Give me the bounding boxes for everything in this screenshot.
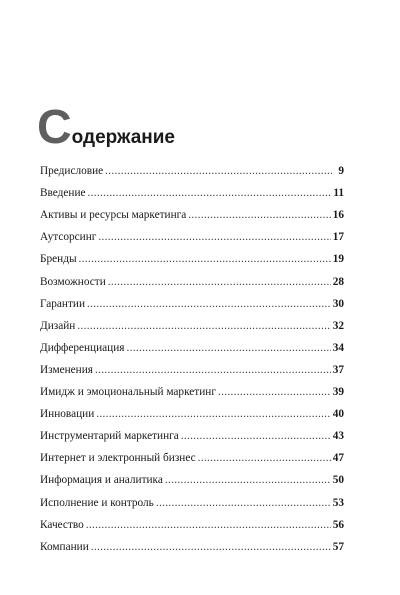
toc-entry[interactable] <box>40 274 344 290</box>
toc-entry[interactable] <box>40 428 344 444</box>
dot-leader <box>98 229 330 245</box>
dot-leader <box>87 296 331 312</box>
toc-entry-title: Интернет и электронный бизнес <box>40 452 196 465</box>
toc-entry-page-number: 39 <box>332 386 344 398</box>
toc-entry-page-number: 19 <box>332 253 344 266</box>
dot-leader <box>86 517 331 533</box>
toc-entry-title: Инструментарий маркетинга <box>40 430 179 443</box>
toc-entry-page-number: 57 <box>332 540 344 553</box>
dot-leader <box>156 495 331 511</box>
toc-entry-page-number: 16 <box>332 209 344 222</box>
toc-entry[interactable] <box>40 340 344 356</box>
toc-entry-title: Бренды <box>40 253 77 266</box>
dot-leader <box>91 539 331 555</box>
toc-entry-title: Возможности <box>40 275 106 288</box>
toc-entry[interactable] <box>40 207 344 223</box>
toc-entry[interactable] <box>40 495 344 511</box>
toc-entry-title: Дифференциация <box>40 341 125 354</box>
toc-entry-page-number: 50 <box>332 474 344 487</box>
toc-entry-title: Активы и ресурсы маркетинга <box>40 209 187 222</box>
dot-leader <box>105 163 332 179</box>
toc-entry[interactable] <box>40 472 344 488</box>
dot-leader <box>77 318 330 334</box>
toc-entry-page-number: 40 <box>332 408 344 421</box>
toc-entry-title: Введение <box>40 187 86 200</box>
dot-leader <box>218 384 331 400</box>
toc-entry[interactable] <box>40 450 344 466</box>
toc-entry-title: Компании <box>40 540 89 553</box>
toc-entry-page-number: 34 <box>332 341 344 354</box>
toc-entry[interactable] <box>40 406 344 422</box>
dot-leader <box>198 450 331 466</box>
toc-entry[interactable] <box>40 251 344 267</box>
toc-entry[interactable] <box>40 296 344 312</box>
dot-leader <box>165 472 331 488</box>
toc-entry-title: Информация и аналитика <box>40 474 163 487</box>
toc-entry-title: Гарантии <box>40 297 85 310</box>
toc-entry-page-number: 47 <box>332 452 344 465</box>
toc-entry-page-number: 32 <box>332 319 344 332</box>
heading-text: одержание <box>71 127 176 148</box>
toc-entry-title: Инновации <box>40 408 95 421</box>
contents-heading <box>37 101 176 154</box>
dot-leader <box>95 362 331 378</box>
dot-leader <box>126 340 330 356</box>
dot-leader <box>108 274 331 290</box>
toc-entry[interactable] <box>40 384 344 400</box>
toc-entry[interactable] <box>40 539 344 555</box>
toc-entry[interactable] <box>40 229 344 245</box>
toc-entry-page-number: 56 <box>332 518 344 531</box>
dot-leader <box>188 207 330 223</box>
toc-entry-page-number: 28 <box>332 275 344 288</box>
toc-entry-page-number: 11 <box>333 187 344 200</box>
toc-entry-page-number: 30 <box>332 297 344 310</box>
toc-entry-title: Имидж и эмоциональный маркетинг <box>40 386 216 398</box>
toc-entry-title: Качество <box>40 518 84 531</box>
toc-entry-title: Аутсорсинг <box>40 231 97 244</box>
toc-entry-page-number: 17 <box>332 231 344 244</box>
heading-drop-cap: С <box>37 101 71 154</box>
dot-leader <box>79 251 331 267</box>
toc-entry-title: Исполнение и контроль <box>40 496 154 509</box>
toc-entry-title: Предисловие <box>40 165 104 177</box>
toc-entry[interactable] <box>40 362 344 378</box>
toc-entry[interactable] <box>40 185 344 201</box>
dot-leader <box>181 428 331 444</box>
toc-entry-page-number: 37 <box>332 363 344 376</box>
toc-entry[interactable] <box>40 163 344 179</box>
toc-entry-title: Дизайн <box>40 319 76 332</box>
toc-entry[interactable] <box>40 318 344 334</box>
toc-entry[interactable] <box>40 517 344 533</box>
toc-entry-page-number: 43 <box>332 430 344 443</box>
dot-leader <box>96 406 330 422</box>
toc-entry-page-number: 9 <box>338 165 344 177</box>
toc-entry-page-number: 53 <box>332 496 344 509</box>
toc-entry-title: Изменения <box>40 363 93 376</box>
dot-leader <box>88 185 332 201</box>
